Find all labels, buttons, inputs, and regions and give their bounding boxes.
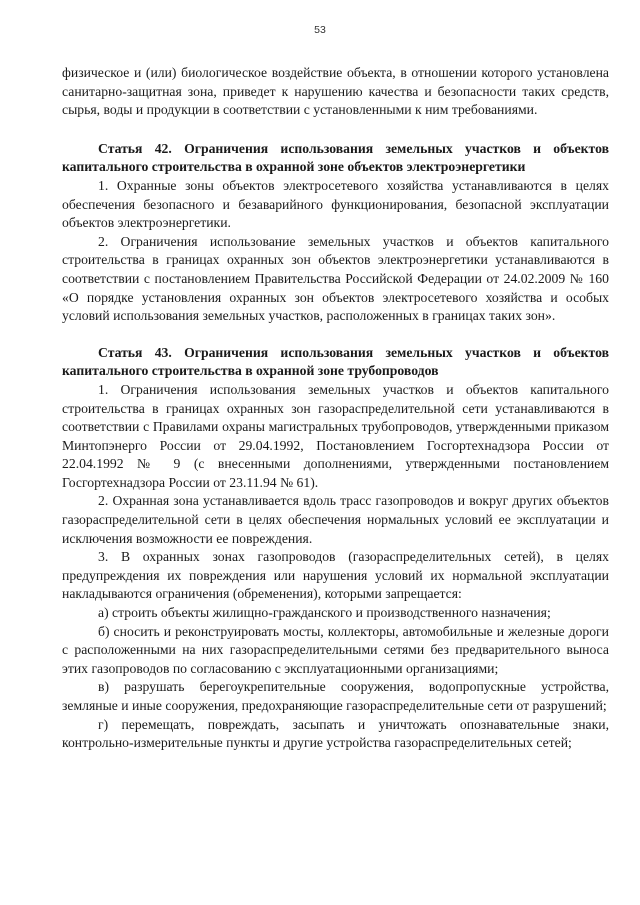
article-43-paragraph-3: 3. В охранных зонах газопроводов (газораспределительных сетей), в целях предупреждения их повреждения или нарушения условий их нормальной эксплуатации накладываются ограничения (обременения), которыми запрещается: [62,549,609,602]
document-body [62,64,609,753]
article-43-paragraph-1: 1. Ограничения использования земельных участков и объектов капитального строительства в границах охранных зон газораспределительной сети устанавливаются в соответствии с Правилами охраны магистральных трубопроводов, утвержденными приказом Минтопэнерго России от 29.04.1992, Постановлением Госгортехнадзора России от 22.04.1992 № 9 (с внесенными дополнениями, утвержденными постановлением Госгортехнадзора России от 23.11.94 № 61). [62,381,609,490]
list-item-b: б) сносить и реконструировать мосты, коллекторы, автомобильные и железные дороги с расположенными на них газораспределительными сетями без предварительного выноса этих газопроводов по согласованию с эксплуатационными организациями; [62,623,609,676]
intro-paragraph: физическое и (или) биологическое воздействие объекта, в отношении которого установлена санитарно-защитная зона, приведет к нарушению качества и безопасности таких средств, сырья, воды и продукции в соответствии с установленными к ним требованиями. [62,65,609,118]
list-item-g: г) перемещать, повреждать, засыпать и уничтожать опознавательные знаки, контрольно-измерительные пункты и другие устройства газораспределительных сетей; [62,716,609,751]
page-number: 53 [314,24,326,36]
article-42-paragraph-1: 1. Охранные зоны объектов электросетевого хозяйства устанавливаются в целях обеспечения безопасного и безаварийного функционирования, безопасной эксплуатации объектов электроэнергетики. [62,177,609,231]
article-42-paragraph-2: 2. Ограничения использование земельных участков и объектов капитального строительства в границах охранных зон объектов электроэнергетики устанавливаются в соответствии с постановлением Правительства Российской Федерации от 24.02.2009 № 160 «О порядке установления охранных зон объектов электросетевого хозяйства и особых условий использования земельных участков, расположенных в границах таких зон». [62,233,609,324]
article-43-heading: Статья 43. Ограничения использования земельных участков и объектов капитального строительства в охранной зоне трубопроводов [62,344,609,379]
article-43-paragraph-2: 2. Охранная зона устанавливается вдоль трасс газопроводов и вокруг других объектов газораспределительной сети в целях обеспечения нормальных условий ее эксплуатации и исключения возможности ее повреждения. [62,493,609,546]
list-item-v: в) разрушать берегоукрепительные сооружения, водопропускные устройства, земляные и иные сооружения, предохраняющие газораспределительные сети от разрушений; [62,679,609,713]
list-item-a: а) строить объекты жилищно-гражданского и производственного назначения; [98,605,551,621]
article-42-heading: Статья 42. Ограничения использования земельных участков и объектов капитального строительства в охранной зоне объектов электроэнергетики [62,140,609,175]
